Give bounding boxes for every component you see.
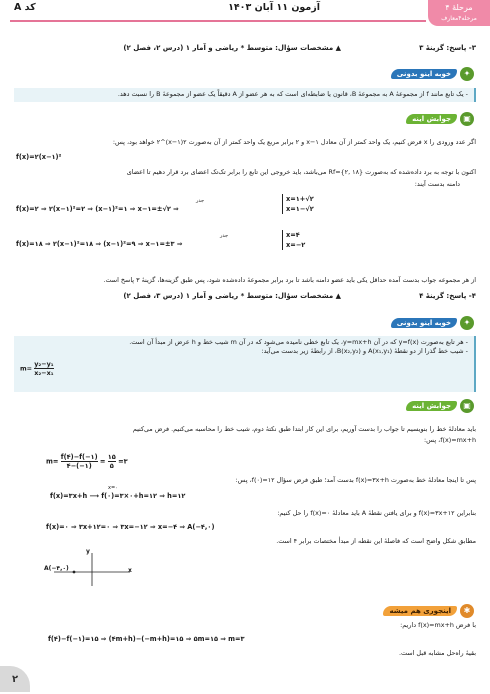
q4-slope-formula	[20, 360, 468, 377]
q4-slope-calc	[46, 453, 128, 470]
q3-eq3-over: جذر	[220, 233, 229, 239]
q4-calc-frac1	[61, 453, 98, 470]
q3-eq3-case1: x=۴	[286, 231, 300, 239]
q3-eq1: f(x)=۲(x−۱)²	[16, 153, 62, 161]
exam-code: کد A	[14, 2, 36, 13]
q4-calc-den2: ۵	[109, 462, 114, 470]
exam-title: آزمون ۱۱ آبان ۱۴۰۳	[228, 2, 320, 13]
page-number: ۲	[0, 666, 30, 692]
q4-calc-frac2	[108, 453, 116, 470]
q4-tip-badge	[391, 315, 474, 331]
q4-line5: با فرض f(x)=mx+h داریم:	[400, 621, 476, 629]
q4-calc-num: f(۴)−f(−۱)	[60, 453, 98, 461]
q4-eq6: f(۴)−f(−۱)=۱۵ ⇒ (۴m+h)−(−m+h)=۱۵ ⇒ ۵m=۱۵ ⇒ m=۳	[48, 635, 245, 643]
q4-calc-den: ۴−(−۱)	[66, 462, 92, 470]
q3-eq3-case2: x=−۲	[286, 241, 306, 249]
q3-eq3-cases	[282, 230, 305, 250]
q3-eq2-case1: x=۱+√۲	[286, 195, 314, 203]
bulb-icon: ✱	[460, 604, 474, 618]
q4-line3: بنابراین f(x)=۳x+۱۲ و برای یافتن نقطهٔ A باید معادلهٔ f(x)=۰ را حل کنیم:	[277, 509, 476, 517]
q4-eq5: f(x)=۰ ⇒ ۳x+۱۲=۰ ⇒ ۳x=−۱۲ ⇒ x=−۴ ⇒ A(−۴,۰)	[46, 523, 215, 531]
q3-answer-line	[14, 44, 476, 53]
q4-calc-eq: =	[99, 457, 106, 466]
lock-icon: ▣	[460, 399, 474, 413]
q3-line2: اکنون با توجه به برد داده‌شده که به‌صورت Rf={۲, ۱۸} می‌باشد، باید خروجی این تابع را برابر تک‌تک اعضای برد قرار دهیم تا اعضای	[126, 168, 476, 176]
q4-graph-x-label: x	[128, 567, 132, 574]
header-divider	[10, 20, 426, 22]
q4-alt-badge	[383, 603, 474, 619]
q4-slope-fraction	[34, 360, 53, 377]
q3-eq2	[16, 205, 179, 213]
q4-tip-label: خوبه اینو بدونی	[391, 318, 457, 328]
q4-eq4-over: x=۰	[108, 485, 118, 491]
q3-tip-text: - یک تابع مانند f از مجموعهٔ A به مجموعهٔ B، قانون یا ضابطه‌ای است که به هر عضو از A دقیقاً یک عضو از مجموعهٔ B را نسبت دهد.	[117, 90, 468, 98]
q4-answer-line	[14, 292, 476, 301]
q3-eq2-cases	[282, 194, 314, 214]
q3-eq3	[16, 240, 182, 248]
stage-subtitle: مرحله۴معارف	[441, 15, 477, 22]
q3-eq2-text: f(x)=۲ ⇒ ۲(x−۱)²=۲ ⇒ (x−۱)²=۱ ⇒ x−۱=±√۲ ⇒	[16, 205, 179, 213]
q3-eq2-case2: x=۱−√۲	[286, 205, 314, 213]
q3-tip-box	[14, 88, 476, 102]
q4-line4: مطابق شکل واضح است که فاصلهٔ این نقطه از مبدأ مختصات برابر ۴ است.	[276, 537, 476, 545]
q3-line4: از هر مجموعه جواب بدست آمده حداقل یکی باید عضو دامنه باشد تا برد برابر مجموعهٔ داده‌شده شود، پس طبق گزینه‌ها، گزینهٔ ۳ پاسخ است.	[103, 276, 476, 284]
q4-solution-badge	[406, 398, 474, 414]
q3-solution-badge	[406, 111, 474, 127]
q4-alt-label: اینجوری هم میشه	[383, 606, 457, 616]
q4-solution-label: جوابش اینه	[406, 401, 457, 411]
q4-eq4: f(x)=۳x+h ⟶ f(۰)=۳×۰+h=۱۲ ⇒ h=۱۲	[50, 492, 186, 500]
q4-slope-num: y₂−y₁	[34, 360, 54, 368]
lightbulb-icon: ✦	[460, 316, 474, 330]
q3-tip-label: خوبه اینو بدونی	[391, 69, 457, 79]
q3-tip-badge	[391, 66, 474, 82]
q3-answer: ۳- پاسخ: گزینهٔ ۳	[419, 44, 476, 52]
q4-calc-result: =۳	[118, 457, 128, 466]
lightbulb-icon: ✦	[460, 67, 474, 81]
q3-line1: اگر عدد ورودی را x فرض کنیم، یک واحد کمتر از آن معادل x−۱ و ۲ برابر مربع یک واحد کمتر از آن به‌صورت ۲(x−۱)^۲ خواهد بود، پس:	[112, 138, 476, 146]
q3-line3: دامنه بدست آیند:	[414, 180, 460, 188]
q4-tip-line2: - شیب خط گذرا از دو نقطهٔ A(x₁,y₁) و B(x₂,y₂)، از رابطهٔ زیر بدست می‌آید:	[261, 347, 468, 355]
stage-tag	[428, 0, 490, 26]
lock-icon: ▣	[460, 112, 474, 126]
q4-answer: ۴- پاسخ: گزینهٔ ۴	[419, 292, 476, 300]
q4-line1b: f(x)=mx+h، پس:	[424, 436, 476, 444]
q4-line6: بقیهٔ راه‌حل مشابه قبل است.	[398, 649, 476, 657]
q3-eq2-over: جذر	[196, 198, 205, 204]
q4-calc-num2: ۱۵	[107, 453, 116, 461]
q4-line1: باید معادلهٔ خط را بنویسیم تا جواب را بدست آوریم، برای این کار ابتدا طبق نکتهٔ دوم، شیب خط را محاسبه می‌کنیم. فرض می‌کنیم	[132, 425, 476, 433]
q4-line2: پس تا اینجا معادلهٔ خط به‌صورت f(x)=۳x+h بدست آمد؛ طبق فرض سؤال f(۰)=۱۲، پس:	[235, 476, 476, 484]
q4-slope-lhs: m=	[20, 364, 33, 373]
page-header	[0, 0, 490, 28]
q4-tip-line1: - هر تابع به‌صورت y=f(x) که در آن y=mx+h، یک تابع خطی نامیده می‌شود که در آن m شیب خط و h عرض از مبدأ آن است.	[129, 338, 468, 346]
q3-solution-label: جوابش اینه	[406, 114, 457, 124]
q4-calc-lhs: m=	[46, 457, 59, 466]
q4-graph-y-label: y	[86, 548, 90, 555]
q3-eq3-text: f(x)=۱۸ ⇒ ۲(x−۱)²=۱۸ ⇒ (x−۱)²=۹ ⇒ x−۱=±۳ ⇒	[16, 240, 183, 248]
stage-title: مرحلهٔ ۴	[445, 3, 473, 12]
q4-meta: ▲ مشخصات سؤال: متوسط * ریاضی و آمار ۱ (درس ۳، فصل ۲)	[123, 292, 341, 300]
q4-slope-den: x₂−x₁	[34, 369, 54, 377]
point-a	[73, 571, 76, 574]
q3-meta: ▲ مشخصات سؤال: متوسط * ریاضی و آمار ۱ (درس ۲، فصل ۲)	[123, 44, 341, 52]
q4-graph-point-label: A(−۴,۰)	[44, 565, 69, 572]
q4-tip-box	[14, 336, 476, 392]
